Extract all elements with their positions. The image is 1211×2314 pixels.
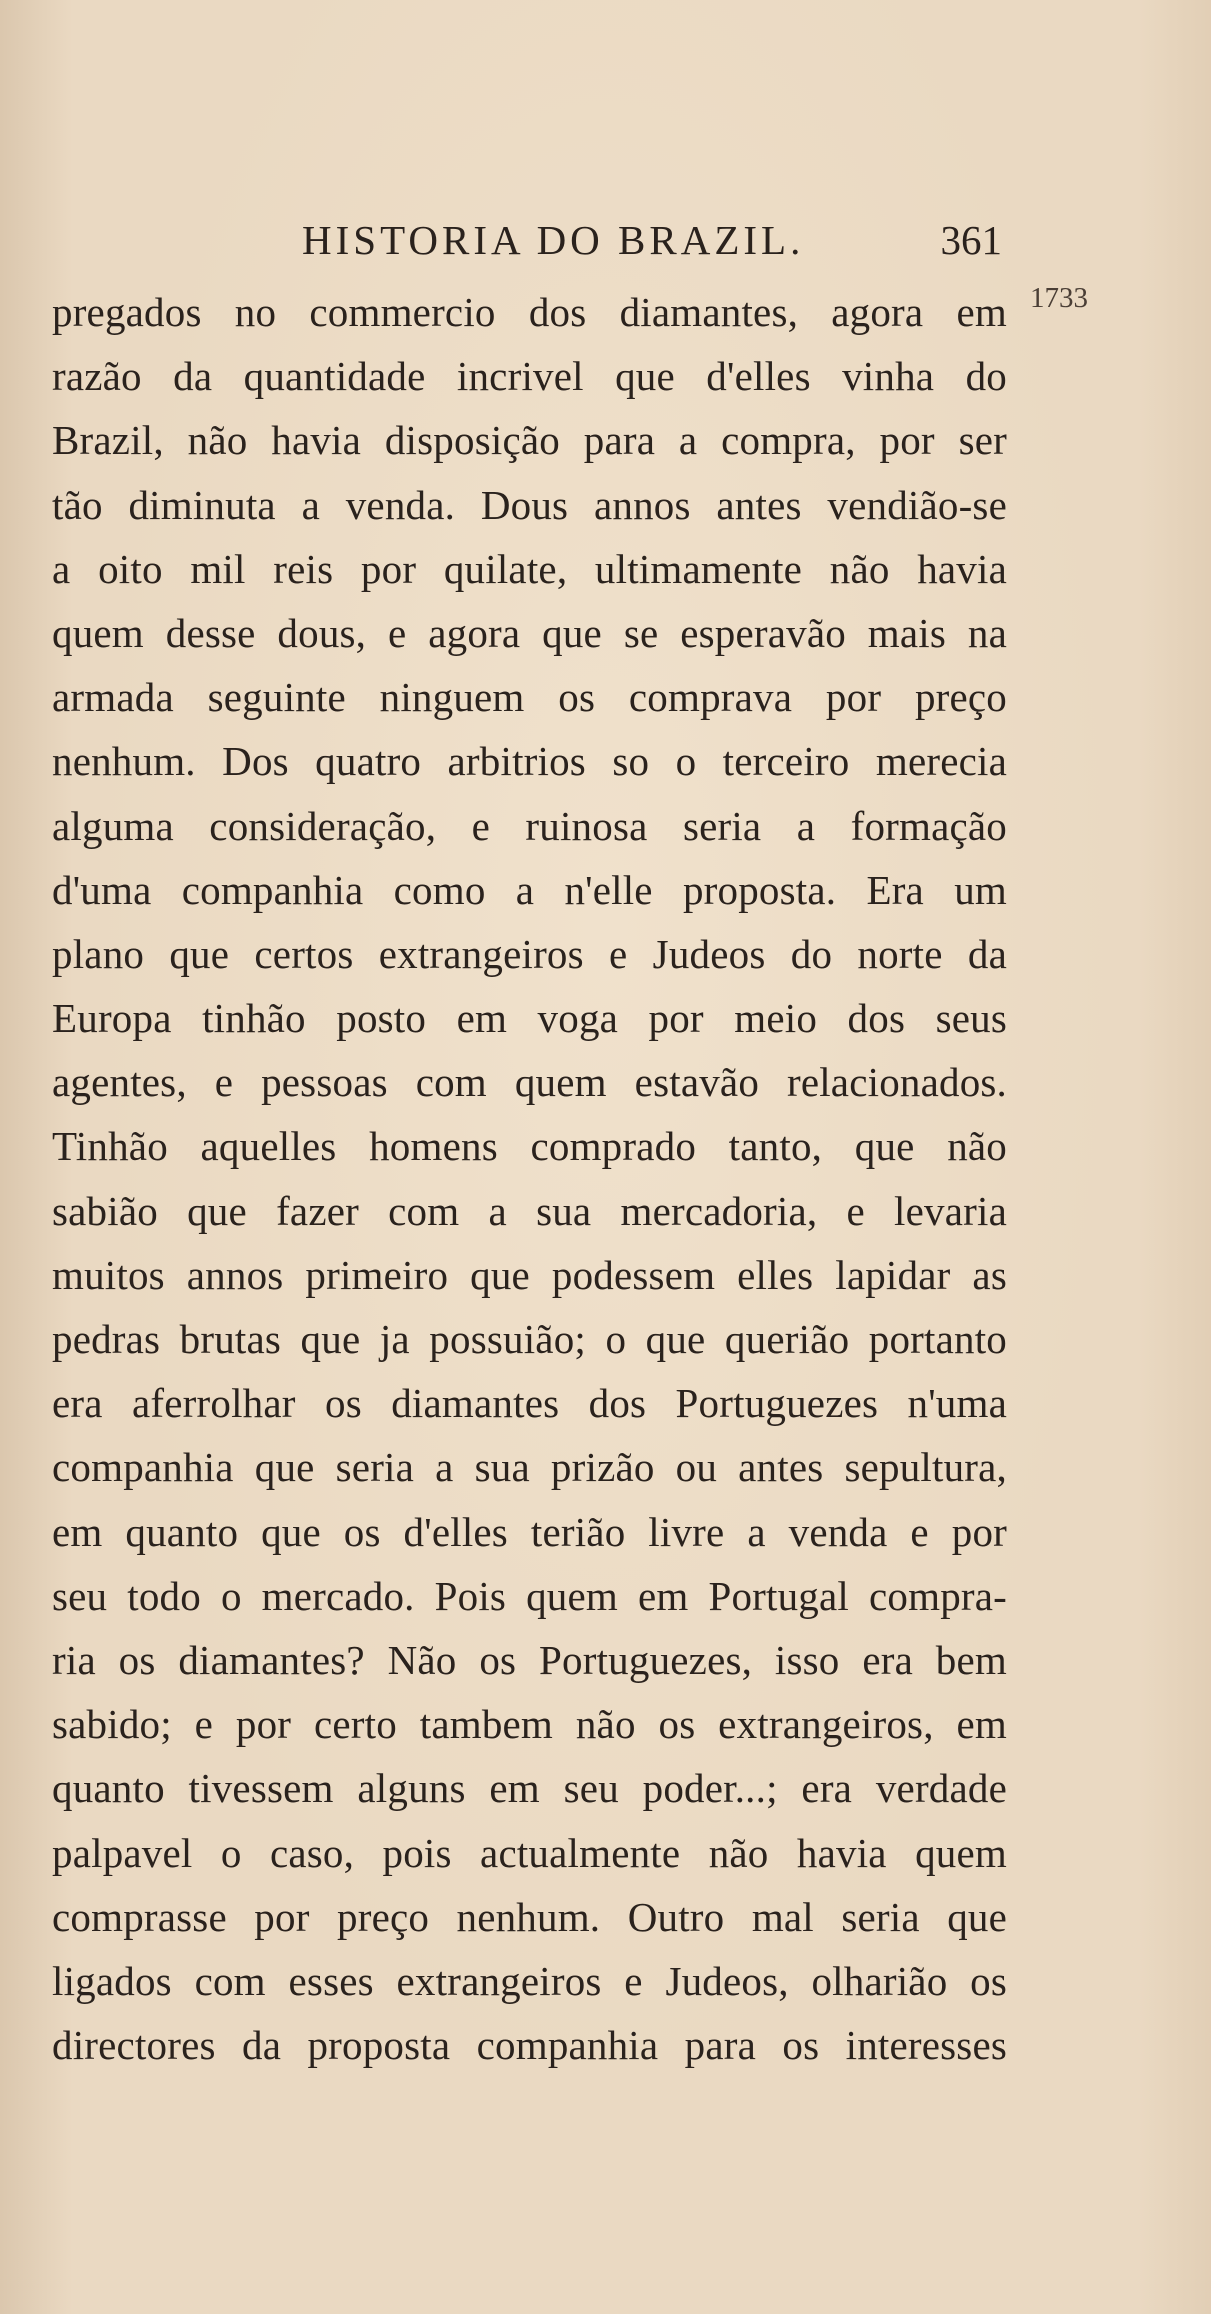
text-line: ligados com esses extrangeiros e Judeos, olharião os	[52, 1957, 1007, 2004]
text-line: comprasse por preço nenhum. Outro mal seria que	[52, 1893, 1007, 1940]
text-line: tão diminuta a venda. Dous annos antes vendião-se	[52, 481, 1007, 528]
text-line: pregados no commercio dos diamantes, agora em	[52, 289, 1007, 335]
text-line: armada seguinte ninguem os comprava por preço	[52, 674, 1007, 721]
text-line: quem desse dous, e agora que se esperavão mais na	[52, 609, 1007, 656]
text-line: era aferrolhar os diamantes dos Portuguezes n'uma	[52, 1380, 1007, 1427]
text-line: alguma consideração, e ruinosa seria a formação	[52, 802, 1007, 849]
body-text	[52, 280, 1007, 2077]
text-line: nenhum. Dos quatro arbitrios so o terceiro merecia	[52, 738, 1007, 785]
margin-year-note: 1733	[1030, 282, 1088, 314]
running-header	[52, 210, 1002, 270]
text-line: sabido; e por certo tambem não os extrangeiros, em	[52, 1701, 1007, 1748]
text-line: ria os diamantes? Não os Portuguezes, isso era bem	[52, 1636, 1007, 1683]
text-line: razão da quantidade incrivel que d'elles vinha do	[52, 353, 1007, 400]
text-line: Europa tinhão posto em voga por meio dos seus	[52, 995, 1007, 1042]
text-line: palpavel o caso, pois actualmente não havia quem	[52, 1829, 1007, 1876]
text-line: Tinhão aquelles homens comprado tanto, que não	[52, 1123, 1007, 1170]
text-line: plano que certos extrangeiros e Judeos do norte da	[52, 930, 1007, 977]
text-line: a oito mil reis por quilate, ultimamente não havia	[52, 545, 1007, 592]
text-line: seu todo o mercado. Pois quem em Portugal compra-	[52, 1572, 1007, 1619]
text-line: quanto tivessem alguns em seu poder...; era verdade	[52, 1765, 1007, 1812]
header-title: HISTORIA DO BRAZIL.	[302, 217, 805, 263]
page-number: 361	[940, 217, 1002, 263]
text-line: agentes, e pessoas com quem estavão relacionados.	[52, 1059, 1007, 1106]
text-line: pedras brutas que ja possuião; o que querião portanto	[52, 1316, 1007, 1362]
text-line: Brazil, não havia disposição para a compra, por ser	[52, 417, 1007, 464]
text-line: sabião que fazer com a sua mercadoria, e levaria	[52, 1187, 1007, 1234]
text-line: directores da proposta companhia para os interesses	[52, 2022, 1007, 2069]
text-line: companhia que seria a sua prizão ou antes sepultura,	[52, 1444, 1007, 1491]
text-line: em quanto que os d'elles terião livre a venda e por	[52, 1508, 1007, 1555]
text-line: d'uma companhia como a n'elle proposta. Era um	[52, 866, 1007, 913]
text-line: muitos annos primeiro que podessem elles lapidar as	[52, 1251, 1007, 1298]
